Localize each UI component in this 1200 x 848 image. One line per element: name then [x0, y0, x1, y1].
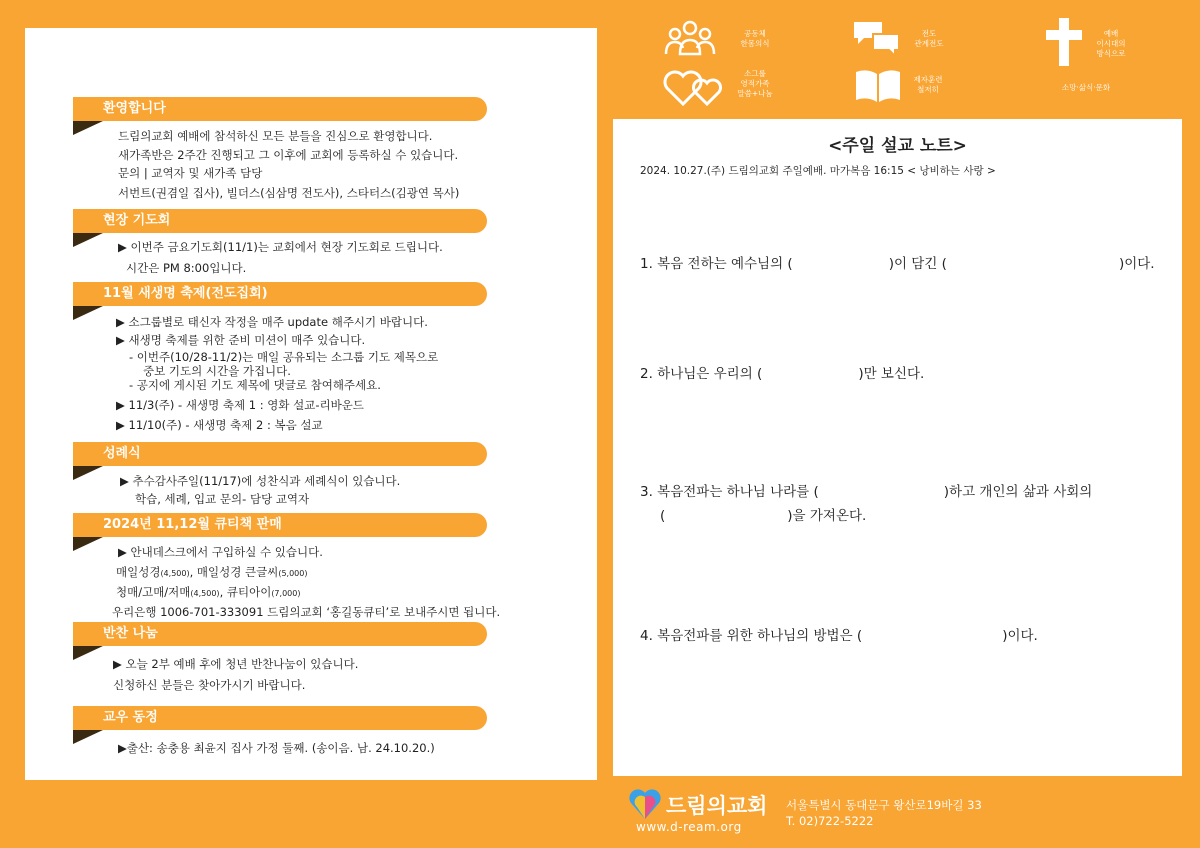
section-header-news: 교우 동정: [73, 706, 487, 730]
news-line-1: ▶출산: 송충용 최윤지 집사 가정 둘째. (송이음. 남. 24.10.20.): [118, 741, 435, 755]
welcome-line-3: 문의 | 교역자 및 새가족 담당: [118, 166, 263, 180]
church-website-link[interactable]: www.d-ream.org: [636, 820, 742, 834]
qt-items-row-1: 매일성경(4,500), 매일성경 큰글씨(5,000): [116, 565, 308, 579]
question-2: 2. 하나님은 우리의 ( )만 보신다.: [640, 366, 925, 382]
festival-line-4: 중보 기도의 시간을 가집니다.: [143, 364, 291, 378]
sacrament-line-1: ▶ 추수감사주일(11/17)에 성찬식과 세례식이 있습니다.: [120, 474, 401, 488]
welcome-line-2: 새가족반은 2주간 진행되고 그 이후에 교회에 등록하실 수 있습니다.: [118, 148, 459, 162]
festival-line-1: ▶ 소그룹별로 태신자 작정을 매주 update 해주시기 바랍니다.: [116, 315, 428, 329]
question-3: 3. 복음전파는 하나님 나라를 ( )하고 개인의 삶과 사회의: [640, 484, 1093, 500]
festival-line-6: ▶ 11/3(주) - 새생명 축제 1 : 영화 설교-리바운드: [116, 398, 364, 412]
sermon-title: <주일 설교 노트>: [828, 136, 967, 156]
qt-items-row-2: 청매/고매/저매(4,500), 큐티아이(7,000): [116, 585, 301, 599]
section-header-qt: 2024년 11,12월 큐티책 판매: [73, 513, 487, 537]
question-3-continued: ( )을 가져온다.: [660, 508, 867, 524]
question-4: 4. 복음전파를 위한 하나님의 방법은 ( )이다.: [640, 628, 1038, 644]
festival-line-2: ▶ 새생명 축제를 위한 준비 미션이 매주 있습니다.: [116, 333, 366, 347]
section-header-prayer: 현장 기도회: [73, 209, 487, 233]
cross-icon: [1044, 18, 1084, 70]
question-1: 1. 복음 전하는 예수님의 ( )이 담긴 ( )이다.: [640, 256, 1155, 272]
qt-bank-info: 우리은행 1006-701-333091 드림의교회 ‘홍길동큐티’로 보내주시면 됩니다.: [112, 605, 501, 619]
community-label: 공동체 한몸의식: [740, 29, 770, 48]
church-address: 서울특별시 동대문구 왕산로19바길 33: [786, 798, 982, 812]
worship-label: 예배 이시대의 방식으로: [1096, 29, 1126, 58]
welcome-line-4: 서번트(권겸일 집사), 빌더스(심삼명 전도사), 스타터스(김광연 목사): [118, 186, 460, 200]
qt-line-1: ▶ 안내데스크에서 구입하실 수 있습니다.: [118, 545, 323, 559]
prayer-line-1: ▶ 이번주 금요기도회(11/1)는 교회에서 현장 기도회로 드립니다.: [118, 240, 443, 254]
festival-line-5: - 공지에 게시된 기도 제목에 댓글로 참여해주세요.: [129, 378, 381, 392]
evangelism-label: 전도 관계전도: [914, 29, 944, 48]
discipleship-label: 제자훈련 철저히: [913, 75, 943, 94]
church-name: 드림의교회: [666, 794, 768, 818]
welcome-line-1: 드림의교회 예배에 참석하신 모든 분들을 진심으로 환영합니다.: [118, 129, 433, 143]
festival-line-3: - 이번주(10/28-11/2)는 매일 공유되는 소그룹 기도 제목으로: [129, 350, 439, 364]
section-header-welcome: 환영합니다: [73, 97, 487, 121]
smallgroup-label: 소그룹 영적가족 말씀+나눔: [737, 69, 773, 98]
section-header-festival: 11월 새생명 축제(전도집회): [73, 282, 487, 306]
church-phone: T. 02)722-5222: [786, 814, 874, 828]
sermon-meta: 2024. 10.27.(주) 드림의교회 주일예배. 마가복음 16:15 < 낭비하는 사랑 >: [640, 165, 996, 177]
hearts-icon: [663, 68, 723, 110]
culture-label: 소망·삶식·문화: [1061, 83, 1111, 92]
sacrament-line-2: 학습, 세례, 입교 문의- 담당 교역자: [135, 492, 310, 506]
side-dish-line-2: 신청하신 분들은 찾아가시기 바랍니다.: [113, 678, 306, 692]
prayer-line-2: 시간은 PM 8:00입니다.: [126, 261, 247, 275]
section-header-side-dish: 반찬 나눔: [73, 622, 487, 646]
festival-line-7: ▶ 11/10(주) - 새생명 축제 2 : 복음 설교: [116, 418, 323, 432]
book-icon: [853, 68, 903, 108]
sermon-notes-panel: [613, 119, 1182, 776]
side-dish-line-1: ▶ 오늘 2부 예배 후에 청년 반찬나눔이 있습니다.: [113, 657, 359, 671]
people-icon: [664, 20, 716, 60]
section-header-sacrament: 성례식: [73, 442, 487, 466]
speech-bubbles-icon: [851, 20, 903, 60]
announcements-panel: [25, 28, 597, 780]
